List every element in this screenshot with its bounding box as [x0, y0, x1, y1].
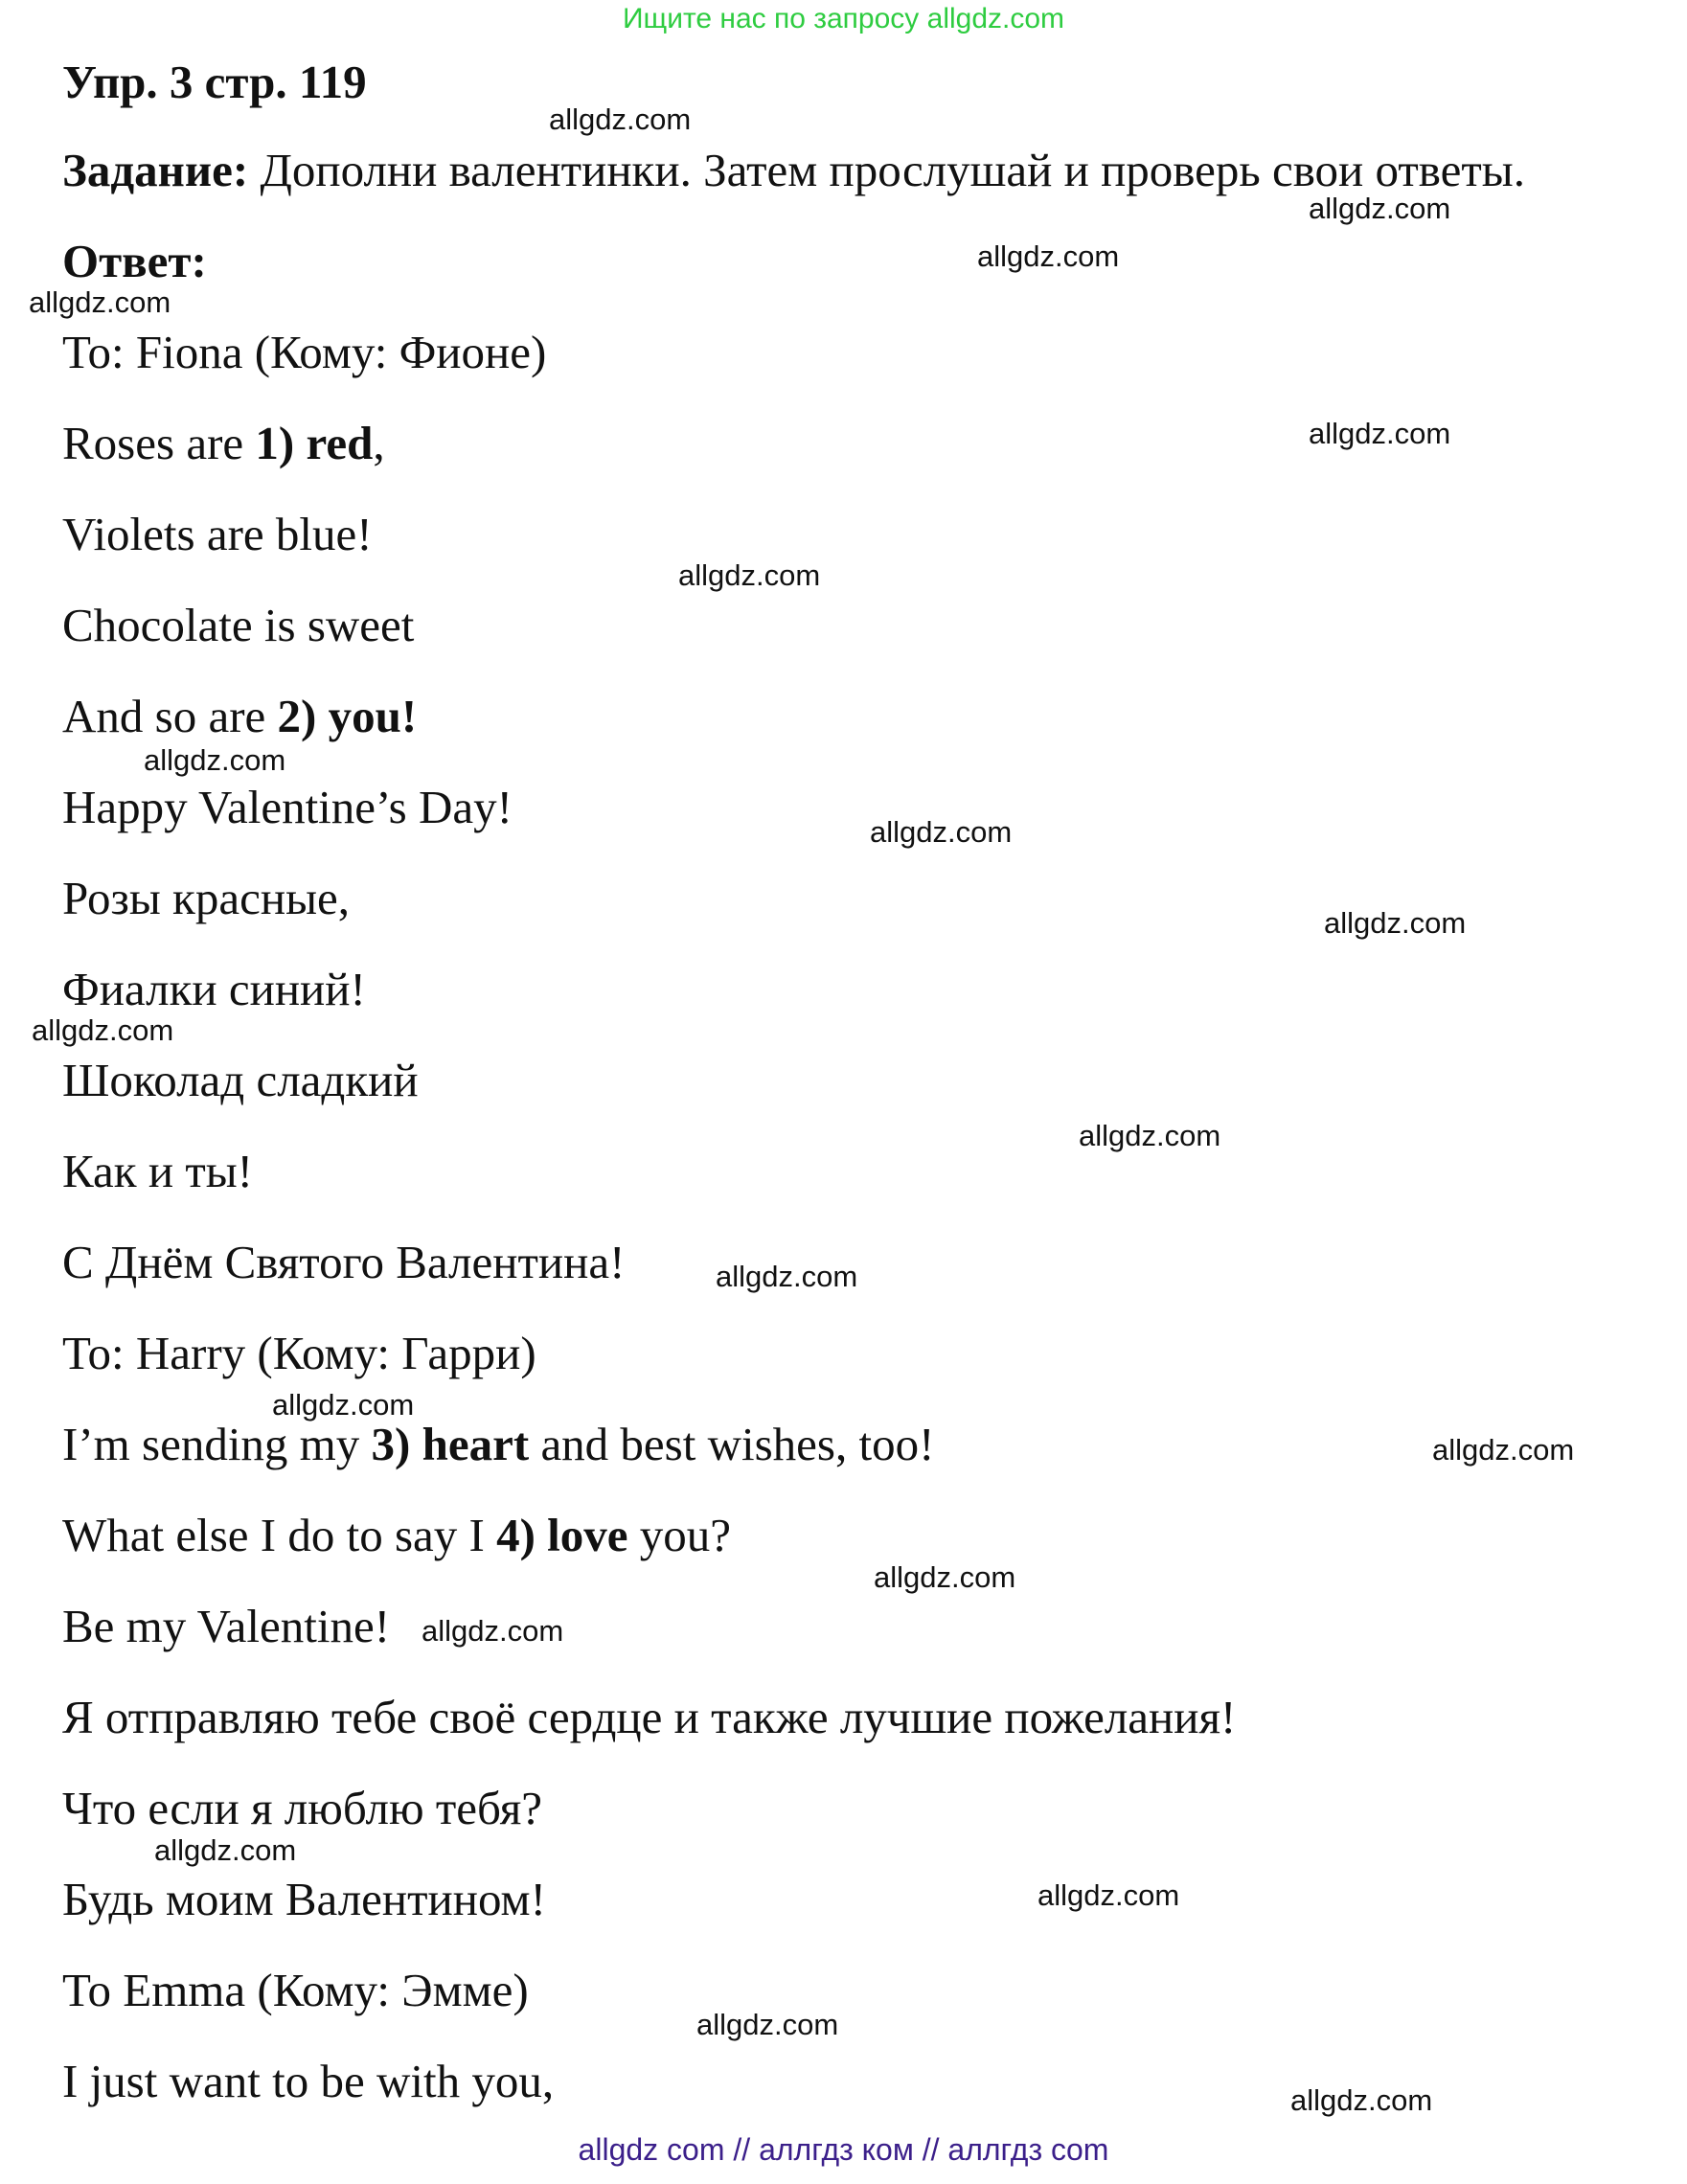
harry-line-2-end: you?	[627, 1509, 732, 1561]
fiona-line-2: Violets are blue!	[62, 508, 373, 560]
harry-line-3: Be my Valentine!	[62, 1600, 391, 1652]
watermark: allgdz.com	[32, 1013, 174, 1047]
watermark: allgdz.com	[1324, 906, 1467, 940]
harry-ru-3: Будь моим Валентином!	[62, 1873, 546, 1925]
harry-line-1	[62, 1418, 934, 1471]
heading-text: Упр. 3 стр. 119	[62, 56, 367, 108]
task-text: Дополни валентинки. Затем прослушай и проверь свои ответы.	[248, 144, 1525, 196]
fiona-line-5: Happy Valentine’s Day!	[62, 781, 513, 833]
fiona-line-4	[62, 690, 417, 743]
fiona-ru-3: Шоколад сладкий	[62, 1054, 419, 1106]
watermark: allgdz.com	[678, 558, 821, 592]
harry-recipient: To: Harry (Кому: Гарри)	[62, 1327, 536, 1379]
answer-label-text: Ответ:	[62, 235, 207, 287]
answer-1: 1) red	[255, 417, 374, 469]
search-banner[interactable]: Ищите нас по запросу allgdz.com	[622, 3, 1065, 34]
fiona-line-4-start: And so are	[62, 690, 278, 742]
fiona-line-1-start: Roses are	[62, 417, 256, 469]
harry-line-2	[62, 1509, 731, 1562]
watermark: allgdz.com	[874, 1560, 1016, 1594]
watermark: allgdz.com	[1037, 1878, 1180, 1912]
watermark: allgdz.com	[1290, 2083, 1433, 2117]
watermark: allgdz.com	[870, 815, 1013, 849]
harry-line-2-start: What else I do to say I	[62, 1509, 497, 1561]
fiona-ru-2: Фиалки синий!	[62, 963, 366, 1015]
task-line	[62, 144, 1525, 197]
watermark: allgdz.com	[1309, 192, 1451, 225]
answer-4: 4) love	[496, 1509, 628, 1561]
fiona-line-1-end: ,	[373, 417, 385, 469]
watermark: allgdz.com	[696, 2008, 839, 2041]
watermark: allgdz.com	[1079, 1119, 1221, 1152]
watermark: allgdz.com	[154, 1833, 297, 1867]
watermark: allgdz.com	[716, 1260, 858, 1293]
task-label: Задание:	[62, 144, 249, 196]
footer-links[interactable]: allgdz com // аллгдз ком // аллгдз com	[578, 2132, 1109, 2167]
harry-line-1-start: I’m sending my	[62, 1418, 372, 1470]
fiona-line-1	[62, 417, 385, 470]
harry-ru-1: Я отправляю тебе своё сердце и также лучшие пожелания!	[62, 1691, 1237, 1743]
harry-line-1-end: and best wishes, too!	[529, 1418, 935, 1470]
answer-3: 3) heart	[371, 1418, 530, 1470]
fiona-ru-1: Розы красные,	[62, 872, 351, 924]
fiona-recipient: To: Fiona (Кому: Фионе)	[62, 326, 547, 378]
watermark: allgdz.com	[422, 1614, 564, 1648]
harry-ru-2: Что если я люблю тебя?	[62, 1782, 543, 1834]
fiona-ru-5: С Днём Святого Валентина!	[62, 1236, 626, 1288]
answer-label	[62, 235, 207, 288]
answer-2: 2) you!	[277, 690, 418, 742]
watermark: allgdz.com	[1432, 1433, 1575, 1467]
watermark: allgdz.com	[1309, 417, 1451, 450]
watermark: allgdz.com	[29, 285, 171, 319]
watermark: allgdz.com	[144, 743, 286, 777]
fiona-ru-4: Как и ты!	[62, 1145, 253, 1197]
watermark: allgdz.com	[549, 102, 692, 136]
watermark: allgdz.com	[977, 239, 1120, 273]
emma-recipient: To Emma (Кому: Эмме)	[62, 1964, 529, 2016]
watermark: allgdz.com	[272, 1388, 415, 1422]
fiona-line-3: Chocolate is sweet	[62, 599, 415, 651]
exercise-heading	[62, 56, 367, 109]
emma-line-1: I just want to be with you,	[62, 2055, 555, 2107]
